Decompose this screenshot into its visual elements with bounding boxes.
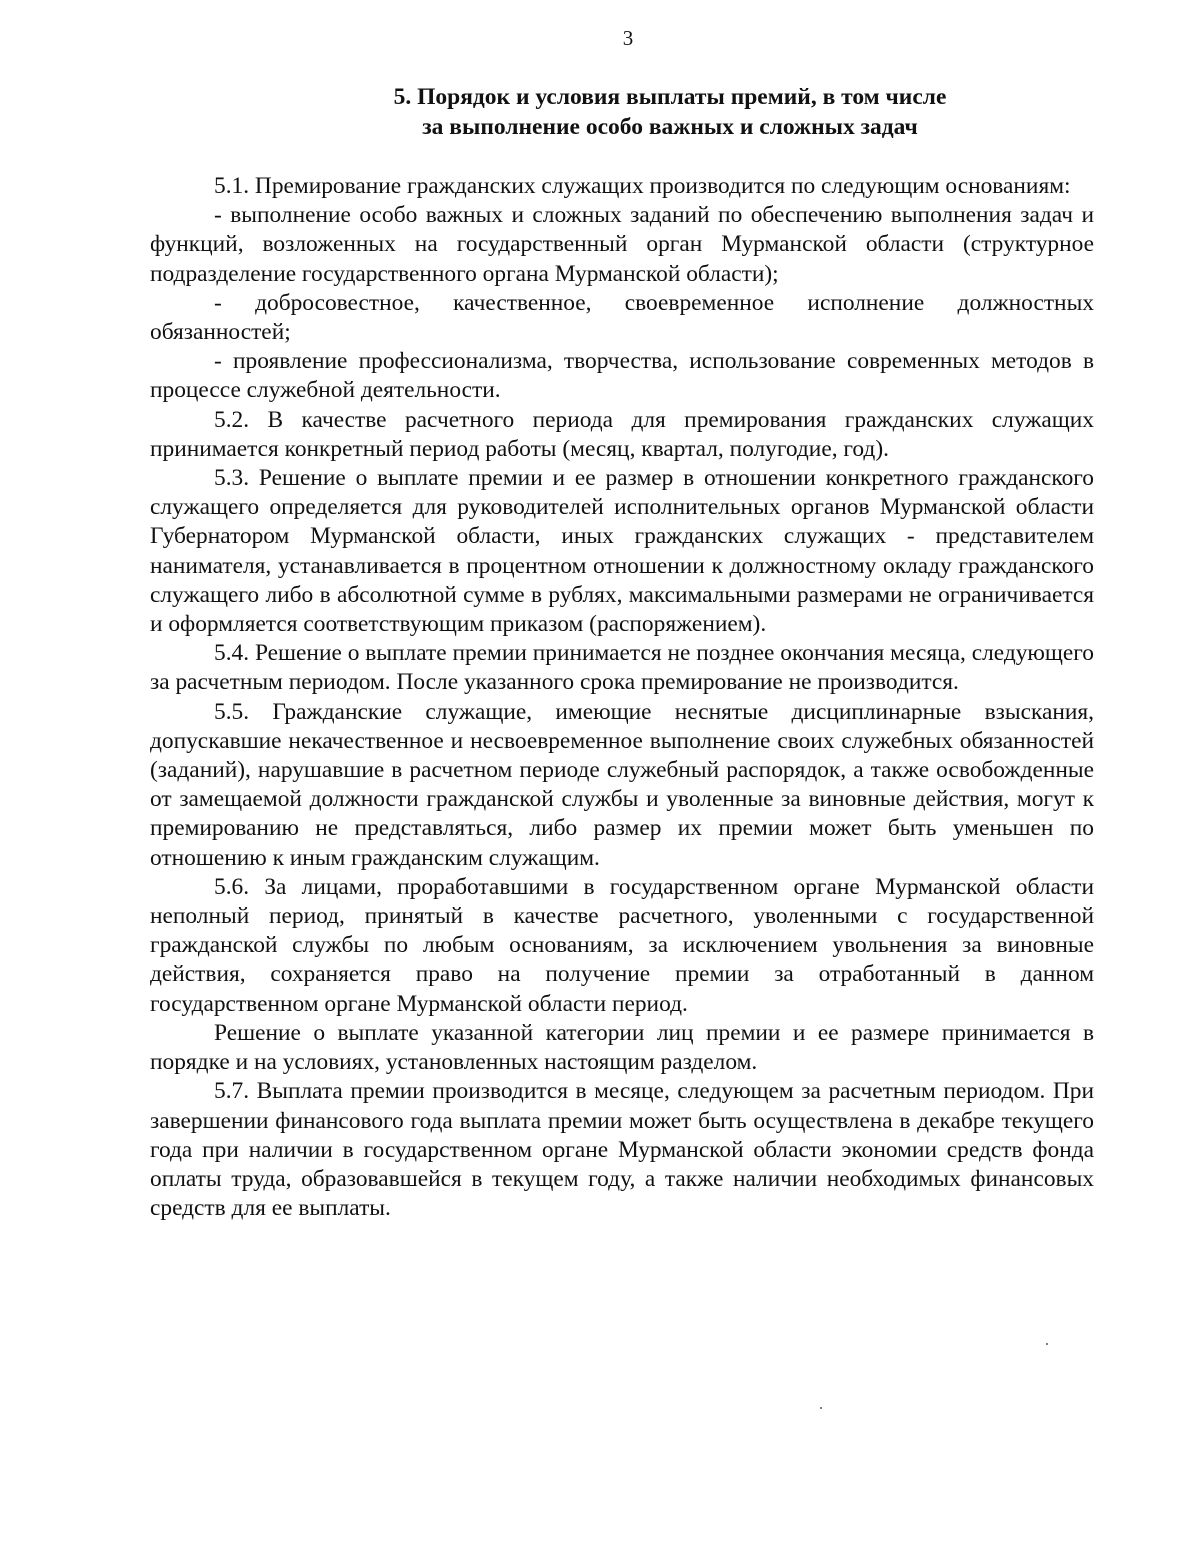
paragraph-5-6: 5.6. За лицами, проработавшими в государственном органе Мурманской области неполный период, принятый в качестве расчетного, уволенными с государственной гражданской службы по любым основаниям, за исключением увольнения за виновные действия, сохраняется право на получение премии за отработанный в данном государственном органе Мурманской области период.: [150, 873, 1094, 1017]
section-heading: [300, 82, 1040, 142]
scan-speck: [820, 1407, 822, 1409]
list-item-duties: - добросовестное, качественное, своевременное исполнение должностных обязанностей;: [150, 289, 1094, 346]
scan-speck: [1046, 1343, 1048, 1345]
section-body: [150, 172, 1094, 1223]
paragraph-5-6-decision: Решение о выплате указанной категории лиц премии и ее размере принимается в порядке и на условиях, установленных настоящим разделом.: [150, 1019, 1094, 1076]
list-item-tasks: - выполнение особо важных и сложных заданий по обеспечению выполнения задач и функций, возложенных на государственный орган Мурманской области (структурное подразделение государственного органа Мурманской области);: [150, 202, 1094, 287]
page-number: 3: [622, 26, 634, 50]
paragraph-5-2: 5.2. В качестве расчетного периода для премирования гражданских служащих принимается конкретный период работы (месяц, квартал, полугодие, год).: [150, 406, 1094, 462]
paragraph-5-3: 5.3. Решение о выплате премии и ее размер в отношении конкретного гражданского служащего определяется для руководителей исполнительных органов Мурманской области Губернатором Мурманской области, иных гражданских служащих - представителем нанимателя, устанавливается в процентном отношении к должностному окладу гражданского служащего либо в абсолютной сумме в рублях, максимальными размерами не ограничивается и оформляется соответствующим приказом (распоряжением).: [150, 465, 1094, 638]
paragraph-5-4: 5.4. Решение о выплате премии принимается не позднее окончания месяца, следующего за расчетным периодом. После указанного срока премирование не производится.: [150, 640, 1094, 696]
section-heading-line-1: 5. Порядок и условия выплаты премий, в том числе: [393, 84, 947, 110]
list-item-professionalism: - проявление профессионализма, творчества, использование современных методов в процессе служебной деятельности.: [150, 348, 1094, 404]
section-heading-line-2: за выполнение особо важных и сложных задач: [422, 114, 918, 140]
paragraph-5-7: 5.7. Выплата премии производится в месяце, следующем за расчетным периодом. При завершении финансового года выплата премии может быть осуществлена в декабре текущего года при наличии в государственном органе Мурманской области экономии средств фонда оплаты труда, образовавшейся в текущем году, а также наличии необходимых финансовых средств для ее выплаты.: [150, 1078, 1094, 1222]
paragraph-5-1: 5.1. Премирование гражданских служащих производится по следующим основаниям:: [214, 173, 1071, 199]
paragraph-5-5: 5.5. Гражданские служащие, имеющие неснятые дисциплинарные взыскания, допускавшие некачественное и несвоевременное выполнение своих служебных обязанностей (заданий), нарушавшие в расчетном периоде служебный распорядок, а также освобожденные от замещаемой должности гражданской службы и уволенные за виновные действия, могут к премированию не представляться, либо размер их премии может быть уменьшен по отношению к иным гражданским служащим.: [150, 698, 1094, 871]
